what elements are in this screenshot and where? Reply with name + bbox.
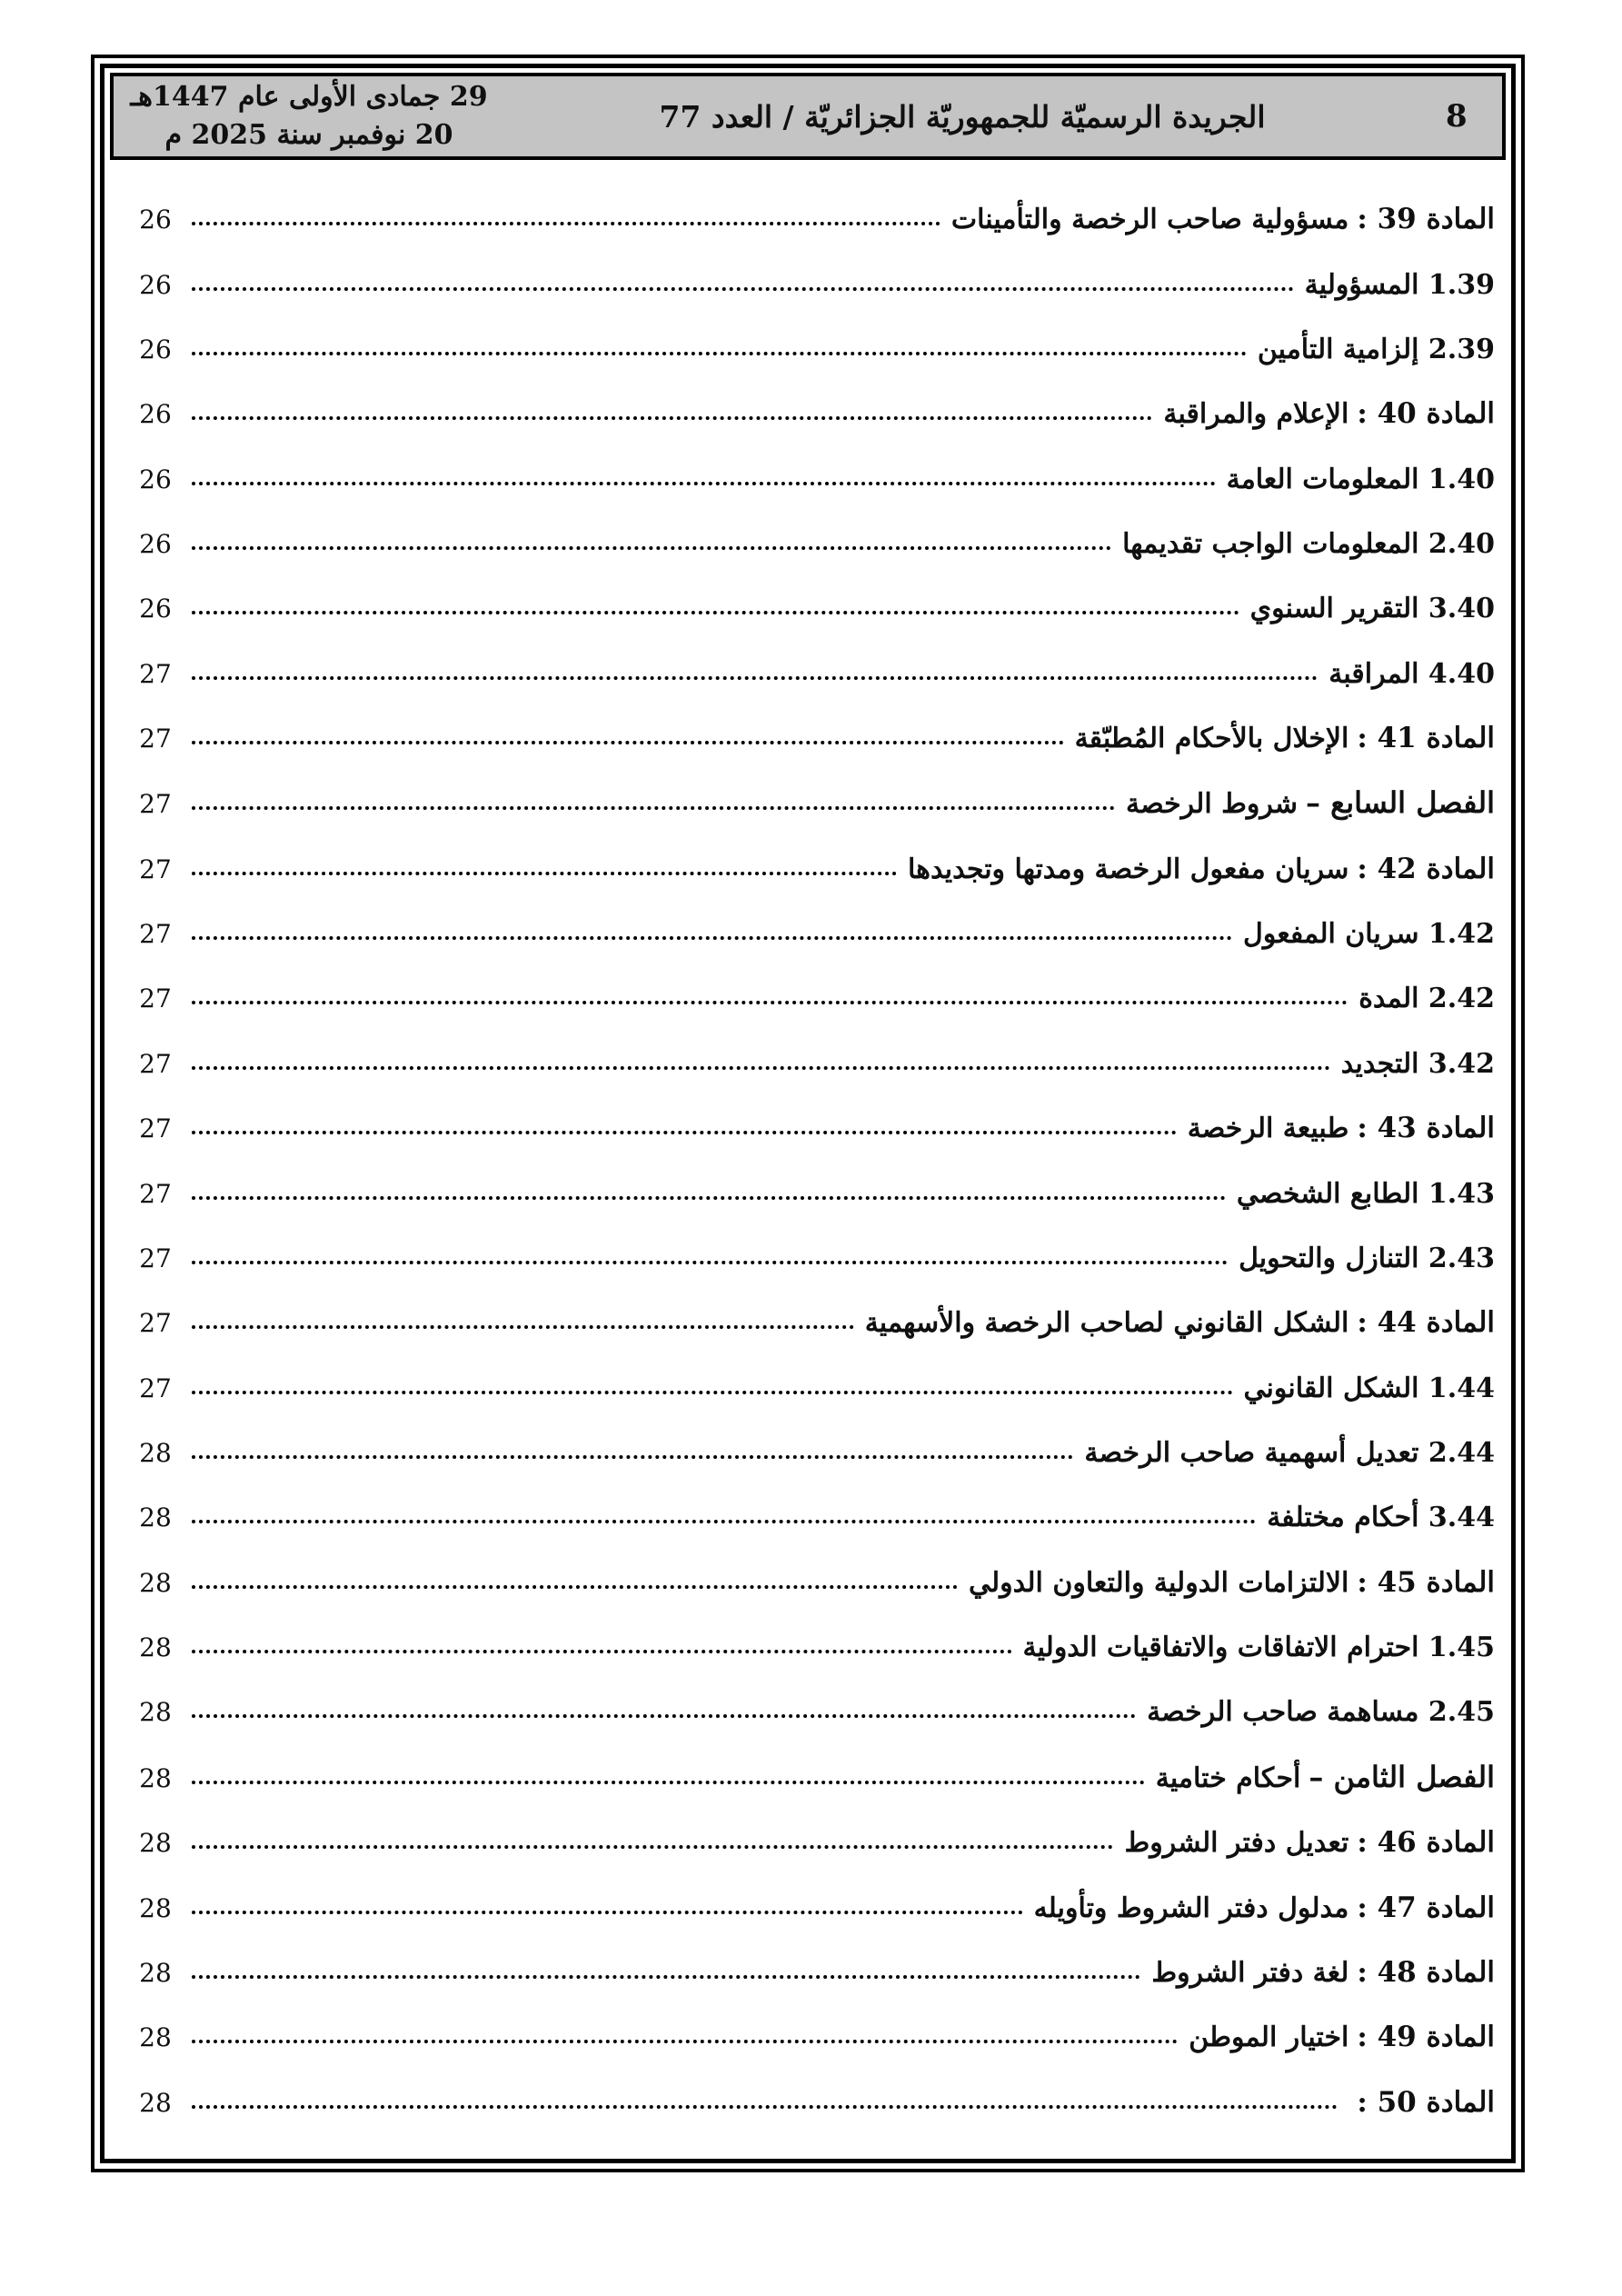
toc-row [132, 977, 1495, 1020]
toc-row [132, 1367, 1495, 1410]
toc-entry-title [1126, 782, 1495, 825]
toc-entry-text: 1.40 المعلومات العامة [1226, 463, 1495, 495]
toc-entry-text: اختيار الموطن [1189, 2021, 1349, 2054]
toc-page-number: 27 [139, 1178, 172, 1209]
toc-entry-text: الإخلال بالأحكام المُطبّقة [1074, 723, 1349, 755]
toc-dotted-leader [192, 1714, 1136, 1718]
toc-page-number: 27 [139, 658, 172, 689]
toc-entry-prefix: المادة 46 : [1357, 1826, 1495, 1860]
toc-dotted-leader [192, 1455, 1073, 1459]
toc-row [132, 1691, 1495, 1733]
toc-row [132, 913, 1495, 955]
toc-page-number: 26 [139, 269, 172, 300]
toc-entry-title [1163, 393, 1495, 435]
toc-entry-text: 2.44 تعديل أسهمية صاحب الرخصة [1084, 1437, 1495, 1469]
toc-entry-prefix: المادة 41 : [1357, 722, 1495, 755]
toc-row [132, 1043, 1495, 1085]
toc-page-number: 28 [139, 1438, 172, 1468]
toc-dotted-leader [192, 1585, 958, 1589]
toc-row [132, 1237, 1495, 1280]
toc-row [132, 1887, 1495, 1930]
toc-page-number: 27 [139, 1243, 172, 1273]
toc-row [132, 198, 1495, 241]
toc-entry-text: الإعلام والمراقبة [1163, 398, 1349, 431]
toc-page-number: 28 [139, 1502, 172, 1533]
toc-entry-text: مسؤولية صاحب الرخصة والتأمينات [950, 204, 1349, 236]
toc-dotted-leader [192, 416, 1152, 420]
toc-entry-prefix: المادة 42 : [1357, 852, 1495, 885]
toc-page-number: 28 [139, 2022, 172, 2053]
toc-entry-text: 2.43 التنازل والتحويل [1239, 1242, 1495, 1274]
journal-title: الجريدة الرسميّة للجمهوريّة الجزائريّة / العدد 77 [659, 98, 1266, 135]
toc-entry-title [1243, 913, 1495, 955]
toc-entry-text: لغة دفتر الشروط [1151, 1956, 1349, 1989]
toc-entry-title [865, 1302, 1495, 1344]
toc-dotted-leader [192, 222, 940, 225]
toc-row [132, 2081, 1495, 2124]
toc-page-number: 28 [139, 1892, 172, 1923]
toc-entry-title [1189, 2016, 1495, 2059]
toc-page-number: 27 [139, 919, 172, 950]
toc-entry-title [1305, 264, 1495, 306]
toc-page-number: 26 [139, 464, 172, 494]
toc-entry-text: 2.40 المعلومات الواجب تقديمها [1122, 527, 1495, 560]
toc-dotted-leader [192, 1196, 1226, 1200]
toc-row [132, 328, 1495, 371]
toc-entry-text: الشكل القانوني لصاحب الرخصة والأسهمية [864, 1307, 1349, 1340]
toc-dotted-leader [192, 482, 1216, 485]
toc-page-number: 28 [139, 1957, 172, 1988]
toc-dotted-leader [192, 676, 1318, 680]
toc-dotted-leader [192, 872, 897, 875]
toc-entry-text: 4.40 المراقبة [1328, 657, 1495, 690]
toc-entry-title [1122, 523, 1495, 565]
toc-row [132, 587, 1495, 630]
toc-entry-text: 3.40 التقرير السنوي [1249, 593, 1495, 625]
toc-dotted-leader [192, 1975, 1140, 1979]
toc-dotted-leader [192, 1325, 854, 1329]
toc-entry-title [1239, 1237, 1495, 1280]
toc-row [132, 1432, 1495, 1474]
toc-entry-title [1328, 653, 1495, 695]
hijri-date: 29 جمادى الأولى عام 1447هـ [130, 81, 488, 113]
toc-page-number: 26 [139, 594, 172, 624]
toc-dotted-leader [192, 1845, 1113, 1849]
toc-entry-title [1151, 1952, 1495, 1994]
toc-entry-prefix: المادة 50 : [1357, 2085, 1495, 2119]
toc-page-number: 27 [139, 1373, 172, 1403]
gregorian-date: 20 نوفمبر سنة 2025 م [164, 119, 453, 151]
toc-page-number: 27 [139, 789, 172, 820]
toc-page-number: 27 [139, 983, 172, 1014]
toc-entry-prefix: الفصل الثامن – [1309, 1759, 1495, 1794]
toc-entry-text: 1.39 المسؤولية [1304, 268, 1495, 301]
toc-page-number: 27 [139, 1048, 172, 1079]
toc-entry-text: 2.42 المدة [1358, 983, 1495, 1015]
toc-row [132, 717, 1495, 760]
toc-row [132, 1496, 1495, 1539]
toc-dotted-leader [192, 1781, 1145, 1784]
table-of-contents [104, 160, 1511, 2159]
toc-dotted-leader [192, 287, 1294, 291]
toc-entry-title [1250, 587, 1495, 630]
toc-entry-title [1188, 1107, 1495, 1150]
toc-entry-text: 1.42 سريان المفعول [1243, 918, 1495, 951]
toc-row [132, 393, 1495, 435]
toc-entry-title [1147, 1691, 1495, 1733]
toc-row [132, 848, 1495, 891]
toc-dotted-leader [192, 352, 1247, 355]
toc-entry-text: سريان مفعول الرخصة ومدتها وتجديدها [908, 853, 1349, 885]
toc-dotted-leader [192, 1391, 1233, 1394]
toc-entry-title [1237, 1173, 1495, 1215]
toc-entry-text: طبيعة الرخصة [1187, 1113, 1349, 1145]
toc-entry-prefix: المادة 49 : [1357, 2021, 1495, 2054]
toc-entry-text: شروط الرخصة [1125, 788, 1299, 821]
toc-page-number: 26 [139, 334, 172, 364]
toc-entry-title [969, 1562, 1495, 1604]
toc-entry-title [1244, 1367, 1496, 1410]
toc-entry-title [1124, 1822, 1495, 1864]
toc-entry-prefix: المادة 44 : [1357, 1306, 1495, 1340]
toc-entry-title [1348, 2081, 1495, 2124]
toc-row [132, 1562, 1495, 1604]
toc-page-number: 27 [139, 1308, 172, 1339]
toc-dotted-leader [192, 2105, 1338, 2109]
toc-row [132, 1302, 1495, 1344]
toc-dotted-leader [192, 1131, 1177, 1134]
toc-page-number: 27 [139, 1113, 172, 1144]
toc-entry-title [1358, 977, 1495, 1020]
toc-row [132, 2016, 1495, 2059]
toc-entry-prefix: المادة 47 : [1357, 1891, 1495, 1924]
toc-dotted-leader [192, 936, 1232, 940]
toc-entry-title [1341, 1043, 1495, 1085]
toc-entry-title [908, 848, 1495, 891]
toc-page-number: 26 [139, 399, 172, 430]
toc-row [132, 523, 1495, 565]
toc-row [132, 1626, 1495, 1669]
toc-dotted-leader [192, 806, 1115, 810]
toc-page-number: 27 [139, 724, 172, 754]
toc-entry-prefix: المادة 43 : [1357, 1112, 1495, 1145]
toc-dotted-leader [192, 1520, 1256, 1523]
toc-entry-prefix: المادة 40 : [1357, 397, 1495, 431]
toc-entry-prefix: المادة 39 : [1357, 203, 1495, 236]
toc-entry-text: 2.39 إلزامية التأمين [1257, 333, 1495, 365]
toc-dotted-leader [192, 611, 1239, 614]
toc-entry-title [1084, 1432, 1495, 1474]
toc-page-number: 26 [139, 528, 172, 559]
toc-page-number: 28 [139, 1762, 172, 1793]
toc-page-number: 28 [139, 1632, 172, 1663]
toc-page-number: 28 [139, 1567, 172, 1598]
toc-page-number: 27 [139, 854, 172, 884]
toc-entry-title [1258, 328, 1495, 371]
toc-page-number: 28 [139, 1828, 172, 1859]
toc-entry-title [1156, 1756, 1495, 1800]
toc-entry-text: 3.42 التجديد [1340, 1047, 1495, 1080]
toc-dotted-leader [192, 1001, 1348, 1004]
toc-entry-text: تعديل دفتر الشروط [1124, 1827, 1349, 1860]
toc-entry-text: 1.45 احترام الاتفاقات والاتفاقيات الدولية [1022, 1632, 1495, 1664]
toc-entry-text: 1.43 الطابع الشخصي [1236, 1177, 1495, 1210]
toc-row [132, 782, 1495, 825]
toc-dotted-leader [192, 1261, 1228, 1264]
page-frame-outer [91, 55, 1525, 2172]
toc-entry-prefix: المادة 48 : [1357, 1955, 1495, 1989]
toc-entry-title [1227, 458, 1495, 501]
toc-entry-text: مدلول دفتر الشروط وتأويله [1033, 1892, 1349, 1924]
toc-entry-title [1034, 1887, 1495, 1930]
toc-entry-title [1267, 1496, 1495, 1539]
toc-row [132, 653, 1495, 695]
masthead [110, 73, 1506, 160]
toc-dotted-leader [192, 2040, 1178, 2043]
toc-entry-title [951, 198, 1495, 241]
toc-dotted-leader [192, 1911, 1023, 1914]
toc-entry-text: الالتزامات الدولية والتعاون الدولي [969, 1566, 1349, 1599]
toc-page-number: 28 [139, 2087, 172, 2118]
toc-page-number: 26 [139, 205, 172, 235]
toc-entry-text: 2.45 مساهمة صاحب الرخصة [1147, 1696, 1495, 1729]
toc-row [132, 458, 1495, 501]
toc-row [132, 1107, 1495, 1150]
toc-dotted-leader [192, 1066, 1330, 1070]
toc-dotted-leader [192, 741, 1064, 744]
page-frame-inner [100, 64, 1516, 2163]
issue-dates [114, 78, 504, 155]
toc-dotted-leader [192, 1650, 1012, 1653]
toc-page-number: 28 [139, 1697, 172, 1728]
toc-row [132, 1822, 1495, 1864]
toc-row [132, 1173, 1495, 1215]
toc-row [132, 264, 1495, 306]
toc-row [132, 1952, 1495, 1994]
toc-entry-prefix: المادة 45 : [1357, 1565, 1495, 1599]
toc-entry-title [1023, 1626, 1495, 1669]
toc-dotted-leader [192, 546, 1111, 550]
toc-entry-text: 3.44 أحكام مختلفة [1267, 1502, 1495, 1534]
toc-entry-prefix: الفصل السابع – [1306, 785, 1495, 821]
toc-entry-title [1075, 717, 1495, 760]
toc-row [132, 1756, 1495, 1800]
toc-entry-text: أحكام ختامية [1155, 1762, 1301, 1794]
toc-entry-text: 1.44 الشكل القانوني [1243, 1372, 1495, 1404]
page-number: 8 [1446, 98, 1468, 135]
